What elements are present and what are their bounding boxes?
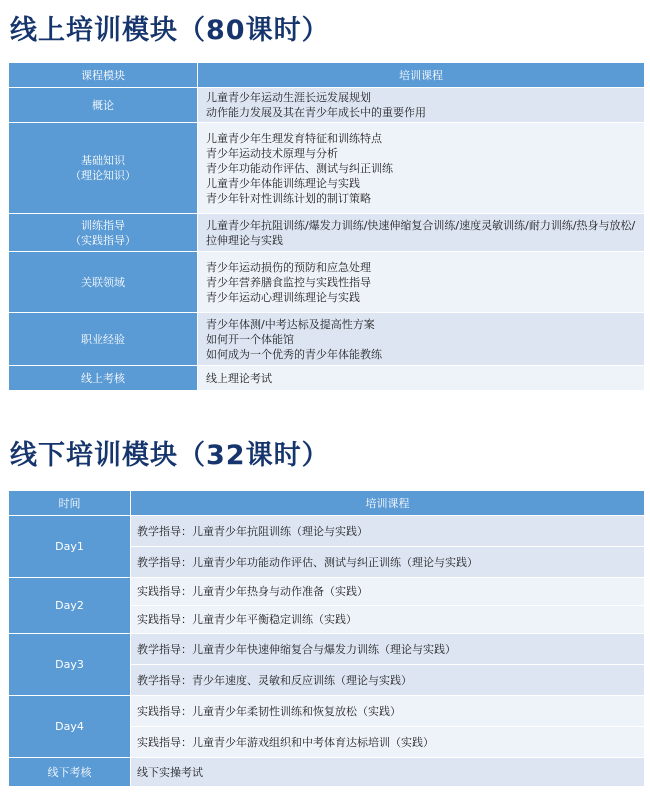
online-module-title: 线上培训模块（80课时） xyxy=(10,15,330,46)
day-course: 实践指导：儿童青少年游戏组织和中考体育达标培训（实践） xyxy=(131,727,645,758)
table-row xyxy=(9,516,645,547)
online-course-table xyxy=(8,62,645,391)
day-course: 实践指导：儿童青少年平衡稳定训练（实践） xyxy=(131,606,645,634)
day-label: Day4 xyxy=(9,696,131,758)
module-courses: 儿童青少年生理发育特征和训练特点 青少年运动技术原理与分析 青少年功能动作评估、测试与纠正训练 儿童青少年体能训练理论与实践 青少年针对性训练计划的制订策略 xyxy=(198,123,645,214)
module-category: 职业经验 xyxy=(9,313,198,366)
module-category: 训练指导 （实践指导） xyxy=(9,214,198,252)
module-category: 概论 xyxy=(9,88,198,123)
offline-course-table xyxy=(8,490,645,787)
table-row xyxy=(9,214,645,252)
column-header-time: 时间 xyxy=(9,491,131,516)
table-row xyxy=(9,696,645,727)
table-row xyxy=(9,578,645,606)
module-courses: 儿童青少年抗阻训练/爆发力训练/快速伸缩复合训练/速度灵敏训练/耐力训练/热身与放松/拉伸理论与实践 xyxy=(198,214,645,252)
table-row xyxy=(9,252,645,313)
column-header-courses: 培训课程 xyxy=(198,63,645,88)
table-row xyxy=(9,88,645,123)
module-courses: 儿童青少年运动生涯长远发展规划 动作能力发展及其在青少年成长中的重要作用 xyxy=(198,88,645,123)
day-course: 教学指导：儿童青少年功能动作评估、测试与纠正训练（理论与实践） xyxy=(131,547,645,578)
day-course: 实践指导：儿童青少年热身与动作准备（实践） xyxy=(131,578,645,606)
day-label: Day2 xyxy=(9,578,131,634)
module-courses: 线上理论考试 xyxy=(198,366,645,391)
column-header-courses: 培训课程 xyxy=(131,491,645,516)
day-course: 教学指导：儿童青少年快速伸缩复合与爆发力训练（理论与实践） xyxy=(131,634,645,665)
offline-module-title: 线下培训模块（32课时） xyxy=(10,440,330,471)
exam-label: 线下考核 xyxy=(9,758,131,787)
column-header-module: 课程模块 xyxy=(9,63,198,88)
day-label: Day3 xyxy=(9,634,131,696)
table-row xyxy=(9,634,645,665)
table-row xyxy=(9,313,645,366)
exam-course: 线下实操考试 xyxy=(131,758,645,787)
table-row xyxy=(9,366,645,391)
table-row xyxy=(9,758,645,787)
module-category: 线上考核 xyxy=(9,366,198,391)
module-category: 关联领域 xyxy=(9,252,198,313)
day-course: 实践指导：儿童青少年柔韧性训练和恢复放松（实践） xyxy=(131,696,645,727)
table-header-row xyxy=(9,491,645,516)
day-course: 教学指导：儿童青少年抗阻训练（理论与实践） xyxy=(131,516,645,547)
table-header-row xyxy=(9,63,645,88)
day-label: Day1 xyxy=(9,516,131,578)
module-category: 基础知识 （理论知识） xyxy=(9,123,198,214)
day-course: 教学指导：青少年速度、灵敏和反应训练（理论与实践） xyxy=(131,665,645,696)
table-row xyxy=(9,123,645,214)
module-courses: 青少年体测/中考达标及提高性方案 如何开一个体能馆 如何成为一个优秀的青少年体能教练 xyxy=(198,313,645,366)
module-courses: 青少年运动损伤的预防和应急处理 青少年营养膳食监控与实践性指导 青少年运动心理训练理论与实践 xyxy=(198,252,645,313)
